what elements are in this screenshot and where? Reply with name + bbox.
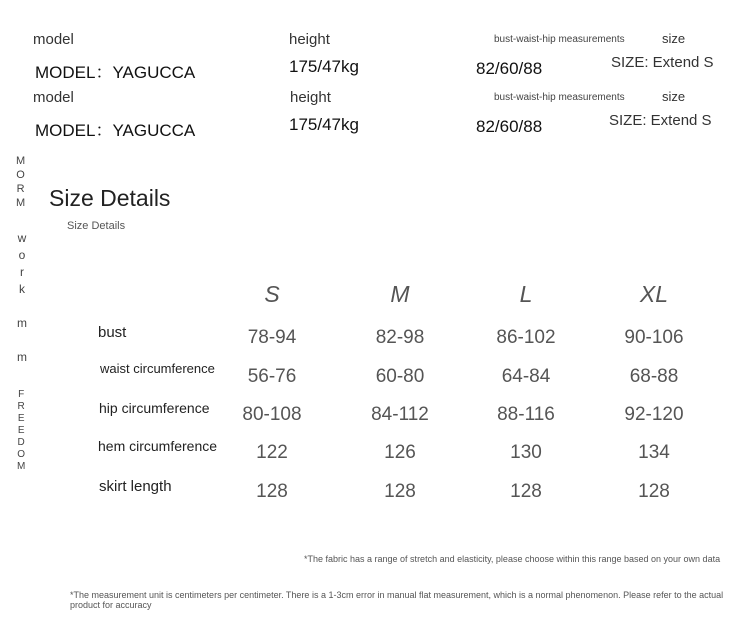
row-label-skirt-length: skirt length	[99, 478, 172, 495]
cell: 68-88	[629, 366, 679, 387]
side-letter: E	[17, 413, 25, 424]
size-label: size	[662, 31, 686, 46]
cell: 64-84	[501, 366, 551, 387]
row-label-waist: waist circumference	[100, 361, 215, 376]
bwh-value: 82/60/88	[476, 59, 543, 78]
model-value: MODEL：YAGUCCA	[35, 121, 196, 140]
cell: 84-112	[371, 404, 429, 425]
row-label-bust: bust	[98, 324, 127, 341]
side-letter: m	[17, 350, 27, 364]
height-label: height	[289, 31, 330, 48]
side-letter: o	[18, 248, 26, 262]
size-header-xl: XL	[639, 281, 669, 307]
size-header-m: M	[390, 281, 410, 307]
cell: 128	[638, 481, 670, 502]
side-letter: M	[16, 155, 26, 167]
height-label: height	[290, 89, 331, 106]
side-letter: D	[17, 437, 25, 448]
cell: 134	[638, 442, 670, 463]
bwh-label: bust-waist-hip measurements	[494, 34, 625, 45]
fabric-note: *The fabric has a range of stretch and elasticity, please choose within this range based on your own data	[304, 554, 721, 564]
model-label: model	[33, 31, 74, 48]
side-text-middle	[17, 232, 27, 363]
height-value: 175/47kg	[289, 57, 359, 76]
cell: 130	[510, 442, 542, 463]
cell: 56-76	[247, 366, 297, 387]
size-header-l: L	[519, 281, 533, 307]
side-text-top	[16, 156, 25, 209]
cell: 88-116	[497, 404, 555, 425]
side-letter: m	[17, 316, 27, 330]
side-letter: r	[20, 265, 24, 279]
size-details-title: Size Details	[49, 185, 171, 211]
side-letter: O	[16, 169, 25, 181]
bwh-value: 82/60/88	[476, 117, 543, 136]
side-letter: E	[17, 425, 25, 436]
cell: 128	[510, 481, 542, 502]
side-letter: M	[17, 461, 26, 472]
cell: 128	[384, 481, 416, 502]
side-letter: F	[18, 389, 25, 400]
cell: 82-98	[375, 327, 425, 348]
cell: 122	[256, 442, 288, 463]
cell: 90-106	[624, 327, 684, 348]
side-letter: M	[16, 197, 26, 209]
side-letter: w	[17, 231, 27, 245]
side-letter: O	[17, 449, 26, 460]
cell: 78-94	[247, 327, 297, 348]
model-label: model	[33, 89, 74, 106]
row-label-hem: hem circumference	[98, 438, 218, 454]
cell: 126	[384, 442, 416, 463]
cell: 128	[256, 481, 288, 502]
row-label-hip: hip circumference	[99, 400, 210, 416]
side-letter: R	[16, 183, 25, 195]
side-letter: R	[17, 401, 25, 412]
model-value: MODEL：YAGUCCA	[35, 63, 196, 82]
cell: 86-102	[496, 327, 556, 348]
size-header-s: S	[264, 281, 280, 307]
size-value: SIZE: Extend S	[611, 54, 714, 71]
side-text-bottom	[17, 390, 25, 472]
bwh-label: bust-waist-hip measurements	[494, 92, 625, 103]
size-value: SIZE: Extend S	[609, 112, 712, 129]
height-value: 175/47kg	[289, 115, 359, 134]
cell: 92-120	[624, 404, 684, 425]
size-details-subtitle: Size Details	[67, 220, 126, 232]
measurement-note: *The measurement unit is centimeters per centimeter. There is a 1-3cm error in manual flat measurement, which is a normal phenomenon. Please refer to the actual product for accuracy	[70, 590, 724, 610]
cell: 80-108	[242, 404, 302, 425]
size-label: size	[662, 89, 686, 104]
side-letter: k	[19, 282, 25, 296]
cell: 60-80	[375, 366, 425, 387]
